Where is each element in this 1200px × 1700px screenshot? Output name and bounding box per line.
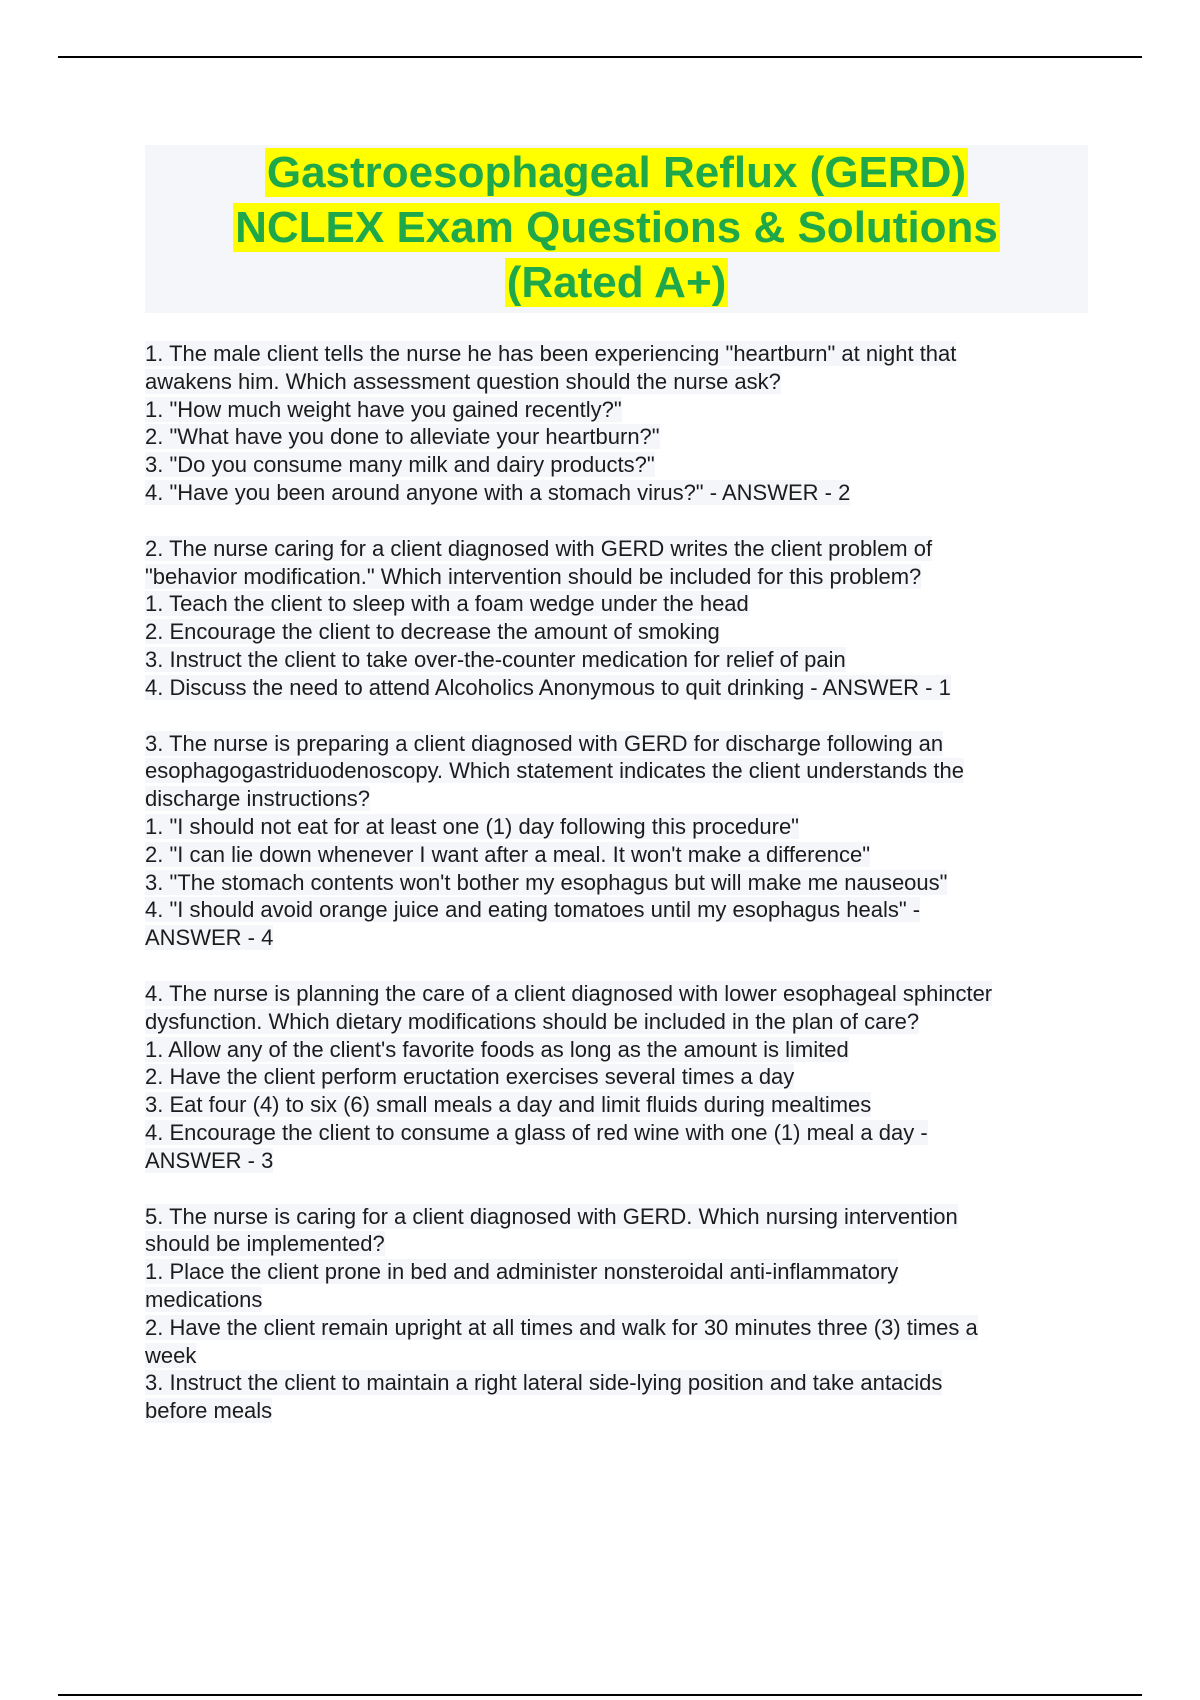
- option-line: week: [145, 1342, 197, 1368]
- option-line: 3. "Do you consume many milk and dairy products?": [145, 452, 655, 478]
- option-line: 4. Encourage the client to consume a glass of red wine with one (1) meal a day -: [145, 1119, 928, 1145]
- title-line-3: (Rated A+): [506, 258, 727, 307]
- question-line: 4. The nurse is planning the care of a client diagnosed with lower esophageal sphincter: [145, 980, 993, 1006]
- question-line: 2. The nurse caring for a client diagnosed with GERD writes the client problem of: [145, 535, 933, 561]
- option-line: 2. Encourage the client to decrease the amount of smoking: [145, 619, 720, 645]
- question-line: "behavior modification." Which intervention should be included for this problem?: [145, 563, 922, 589]
- option-line: 4. "I should avoid orange juice and eating tomatoes until my esophagus heals" -: [145, 897, 921, 923]
- question-line: 3. The nurse is preparing a client diagnosed with GERD for discharge following an: [145, 730, 944, 756]
- option-answer-line: 4. "Have you been around anyone with a stomach virus?" - ANSWER - 2: [145, 479, 851, 505]
- option-line: medications: [145, 1286, 263, 1312]
- option-line: 1. Teach the client to sleep with a foam wedge under the head: [145, 591, 749, 617]
- question-line: esophagogastriduodenoscopy. Which statement indicates the client understands the: [145, 758, 964, 784]
- question-line: dysfunction. Which dietary modifications should be included in the plan of care?: [145, 1008, 920, 1034]
- bottom-rule: [58, 1694, 1142, 1696]
- question-3: [145, 730, 1105, 952]
- answer-line: ANSWER - 3: [145, 1147, 274, 1173]
- question-1: [145, 340, 1105, 507]
- question-line: awakens him. Which assessment question should the nurse ask?: [145, 368, 781, 394]
- option-line: 1. "I should not eat for at least one (1) day following this procedure": [145, 813, 799, 839]
- question-5: [145, 1203, 1105, 1425]
- document-title: [145, 145, 1088, 313]
- title-line-1: Gastroesophageal Reflux (GERD): [266, 148, 967, 197]
- option-line: 1. Allow any of the client's favorite foods as long as the amount is limited: [145, 1036, 849, 1062]
- option-line: 1. Place the client prone in bed and administer nonsteroidal anti-inflammatory: [145, 1259, 899, 1285]
- option-line: 3. Instruct the client to take over-the-counter medication for relief of pain: [145, 646, 846, 672]
- title-line-2: NCLEX Exam Questions & Solutions: [235, 203, 998, 252]
- option-answer-line: 4. Discuss the need to attend Alcoholics Anonymous to quit drinking - ANSWER - 1: [145, 674, 951, 700]
- question-2: [145, 535, 1105, 702]
- option-line: 3. "The stomach contents won't bother my esophagus but will make me nauseous": [145, 869, 948, 895]
- option-line: 1. "How much weight have you gained recently?": [145, 396, 622, 422]
- option-line: 2. "I can lie down whenever I want after a meal. It won't make a difference": [145, 841, 871, 867]
- top-rule: [58, 56, 1142, 58]
- question-4: [145, 980, 1105, 1175]
- option-line: 2. Have the client remain upright at all times and walk for 30 minutes three (3) times a: [145, 1314, 978, 1340]
- option-line: 2. "What have you done to alleviate your heartburn?": [145, 424, 660, 450]
- option-line: 2. Have the client perform eructation exercises several times a day: [145, 1064, 795, 1090]
- question-line: discharge instructions?: [145, 786, 371, 812]
- question-line: 5. The nurse is caring for a client diagnosed with GERD. Which nursing intervention: [145, 1203, 958, 1229]
- question-line: 1. The male client tells the nurse he has been experiencing "heartburn" at night that: [145, 341, 957, 366]
- answer-line: ANSWER - 4: [145, 925, 274, 951]
- question-line: should be implemented?: [145, 1231, 385, 1257]
- option-line: 3. Eat four (4) to six (6) small meals a day and limit fluids during mealtimes: [145, 1092, 872, 1118]
- questions-list: [145, 340, 1105, 1453]
- option-line: before meals: [145, 1398, 273, 1424]
- option-line: 3. Instruct the client to maintain a right lateral side-lying position and take antacids: [145, 1370, 943, 1396]
